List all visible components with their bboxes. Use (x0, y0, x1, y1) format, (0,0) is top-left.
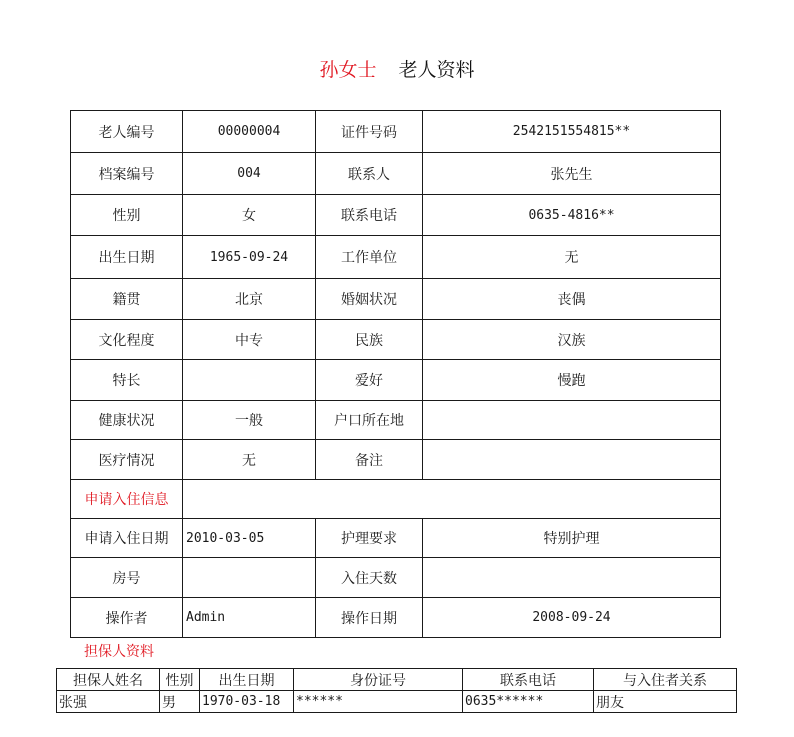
table-row (71, 236, 721, 279)
table-row (71, 598, 721, 638)
table-row (71, 519, 721, 558)
label-medical-condition: 医疗情况 (71, 440, 183, 480)
guarantor-relationship: 朋友 (594, 691, 737, 713)
section-row (71, 480, 721, 519)
value-hobby: 慢跑 (423, 360, 721, 401)
value-medical-condition: 无 (183, 440, 316, 480)
label-contact-phone: 联系电话 (316, 195, 423, 236)
label-remarks: 备注 (316, 440, 423, 480)
label-room-number: 房号 (71, 558, 183, 598)
value-ethnicity: 汉族 (423, 320, 721, 360)
guarantor-table (56, 668, 737, 713)
label-native-place: 籍贯 (71, 279, 183, 320)
label-gender: 性别 (71, 195, 183, 236)
table-row (71, 401, 721, 440)
section-admission-info: 申请入住信息 (71, 480, 183, 519)
section-blank-cell (183, 480, 721, 519)
label-elder-id: 老人编号 (71, 111, 183, 153)
table-row (71, 320, 721, 360)
value-gender: 女 (183, 195, 316, 236)
label-hobby: 爱好 (316, 360, 423, 401)
table-row (71, 360, 721, 401)
label-operator: 操作者 (71, 598, 183, 638)
value-room-number (183, 558, 316, 598)
table-row (71, 279, 721, 320)
guarantor-row (57, 691, 737, 713)
label-specialty: 特长 (71, 360, 183, 401)
value-operator: Admin (183, 598, 316, 638)
page-title-label: 老人资料 (398, 59, 475, 81)
label-id-number: 证件号码 (316, 111, 423, 153)
value-marital-status: 丧偶 (423, 279, 721, 320)
elder-profile-table (70, 110, 721, 638)
value-elder-id: 00000004 (183, 111, 316, 153)
table-row (71, 558, 721, 598)
guarantor-id-number: ****** (294, 691, 463, 713)
header-gender: 性别 (160, 669, 200, 691)
table-row (71, 111, 721, 153)
label-household-registration: 户口所在地 (316, 401, 423, 440)
value-stay-days (423, 558, 721, 598)
elder-name: 孙女士 (319, 59, 377, 81)
value-id-number: 2542151554815** (423, 111, 721, 153)
guarantor-phone: 0635****** (463, 691, 594, 713)
label-admission-date: 申请入住日期 (71, 519, 183, 558)
guarantor-birth-date: 1970-03-18 (200, 691, 294, 713)
label-birth-date: 出生日期 (71, 236, 183, 279)
value-employer: 无 (423, 236, 721, 279)
value-native-place: 北京 (183, 279, 316, 320)
value-file-number: 004 (183, 153, 316, 195)
value-specialty (183, 360, 316, 401)
label-contact-person: 联系人 (316, 153, 423, 195)
page-title (0, 57, 794, 83)
guarantor-name: 张强 (57, 691, 160, 713)
label-health-status: 健康状况 (71, 401, 183, 440)
label-ethnicity: 民族 (316, 320, 423, 360)
value-contact-phone: 0635-4816** (423, 195, 721, 236)
label-education: 文化程度 (71, 320, 183, 360)
value-contact-person: 张先生 (423, 153, 721, 195)
header-birth-date: 出生日期 (200, 669, 294, 691)
value-education: 中专 (183, 320, 316, 360)
guarantor-gender: 男 (160, 691, 200, 713)
guarantor-heading: 担保人资料 (84, 644, 154, 660)
value-household-registration (423, 401, 721, 440)
label-marital-status: 婚姻状况 (316, 279, 423, 320)
value-care-requirement: 特别护理 (423, 519, 721, 558)
label-stay-days: 入住天数 (316, 558, 423, 598)
value-operation-date: 2008-09-24 (423, 598, 721, 638)
header-id-number: 身份证号 (294, 669, 463, 691)
label-employer: 工作单位 (316, 236, 423, 279)
header-contact-phone: 联系电话 (463, 669, 594, 691)
value-remarks (423, 440, 721, 480)
label-care-requirement: 护理要求 (316, 519, 423, 558)
label-operation-date: 操作日期 (316, 598, 423, 638)
table-row (71, 195, 721, 236)
value-health-status: 一般 (183, 401, 316, 440)
value-birth-date: 1965-09-24 (183, 236, 316, 279)
header-guarantor-name: 担保人姓名 (57, 669, 160, 691)
table-row (71, 440, 721, 480)
guarantor-header-row (57, 669, 737, 691)
value-admission-date: 2010-03-05 (183, 519, 316, 558)
header-relationship: 与入住者关系 (594, 669, 737, 691)
label-file-number: 档案编号 (71, 153, 183, 195)
table-row (71, 153, 721, 195)
